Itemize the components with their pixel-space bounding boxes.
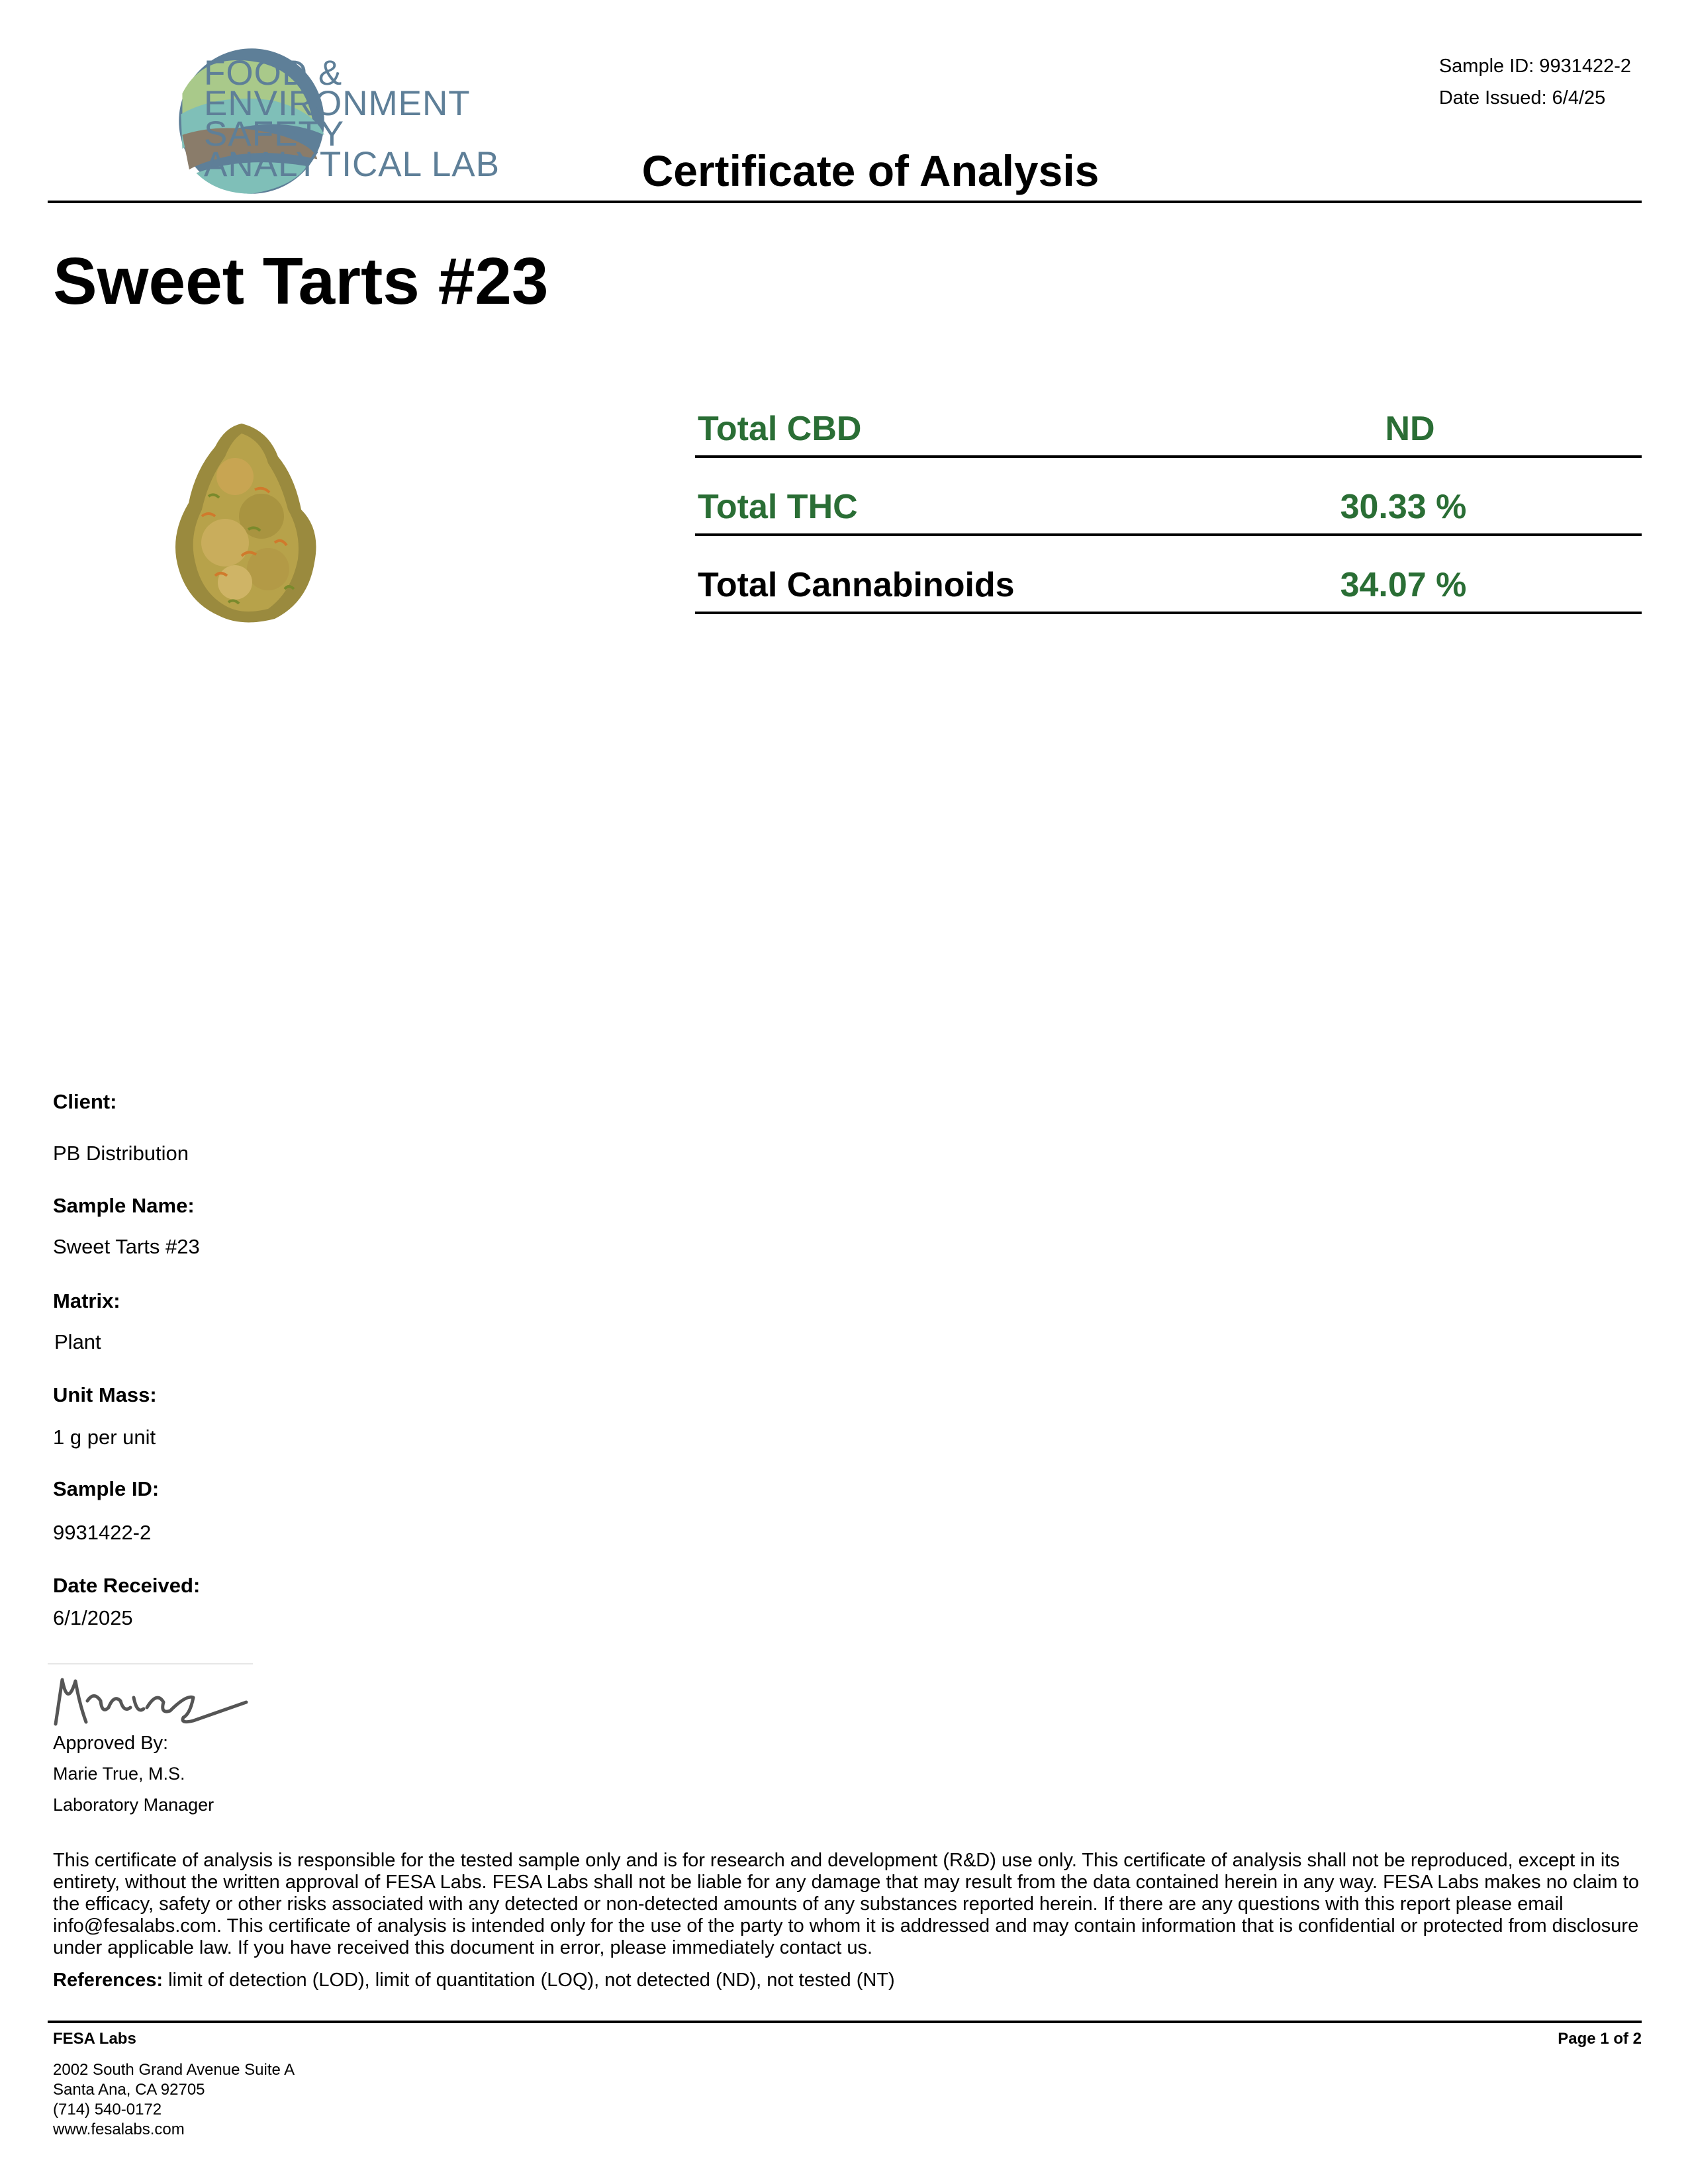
- header-date-issued: Date Issued: 6/4/25: [1438, 87, 1606, 109]
- field-value-unit-mass: 1 g per unit: [53, 1426, 156, 1449]
- potency-value: 34.07 %: [1340, 566, 1467, 604]
- header-divider: [48, 201, 1642, 203]
- potency-row-total-cannabinoids: [695, 533, 1642, 614]
- potency-label: Total CBD: [698, 410, 862, 448]
- potency-value: ND: [1385, 410, 1435, 448]
- field-label-sample-id: Sample ID:: [53, 1477, 160, 1500]
- approver-title: Laboratory Manager: [53, 1795, 214, 1815]
- field-value-sample-name: Sweet Tarts #23: [53, 1235, 200, 1258]
- logo-line: ENVIRONMENT: [204, 84, 471, 123]
- footer-address-line: Santa Ana, CA 92705: [53, 2081, 205, 2099]
- field-label-client: Client:: [53, 1090, 117, 1113]
- signature-icon: [48, 1661, 259, 1734]
- field-label-unit-mass: Unit Mass:: [53, 1383, 157, 1406]
- potency-row-total-thc: [695, 455, 1642, 536]
- footer-page-number: Page 1 of 2: [1558, 2030, 1642, 2048]
- field-label-date-received: Date Received:: [53, 1574, 201, 1597]
- approved-by-label: Approved By:: [53, 1733, 169, 1754]
- header-sample-id: Sample ID: 9931422-2: [1438, 56, 1631, 77]
- references: [53, 1970, 895, 1991]
- potency-label: Total Cannabinoids: [698, 566, 1015, 604]
- references-label: References:: [53, 1970, 164, 1991]
- field-value-client: PB Distribution: [53, 1142, 189, 1165]
- potency-label: Total THC: [698, 488, 858, 526]
- document-title: Certificate of Analysis: [641, 146, 1100, 195]
- footer-address: [53, 2060, 295, 2140]
- field-value-matrix: Plant: [54, 1330, 101, 1353]
- footer-divider: [48, 2021, 1642, 2023]
- approver-name: Marie True, M.S.: [53, 1764, 185, 1784]
- disclaimer-text: This certificate of analysis is responsible for the tested sample only and is for research and development (R&D) use only. This certificate of analysis shall not be reproduced, except in its entirety, without the written approval of FESA Labs. FESA Labs shall not be liable for any damage that may result from the data contained herein in any way. FESA Labs makes no claim to the efficacy, safety or other risks associated with any detected or non-detected amounts of any substances reported herein. If there are any questions with this report please email info@fesalabs.com. This certificate of analysis is intended only for the use of the party to whom it is addressed and may contain information that is confidential or protected from disclosure under applicable law. If you have received this document in error, please immediately contact us.: [53, 1850, 1639, 1958]
- logo-line: SAFETY: [204, 114, 345, 154]
- field-value-date-received: 6/1/2025: [53, 1606, 133, 1629]
- field-label-matrix: Matrix:: [53, 1289, 120, 1312]
- header-meta: [1439, 50, 1631, 114]
- sample-title: Sweet Tarts #23: [53, 244, 549, 318]
- logo-line: ANALYTICAL LAB: [204, 145, 500, 184]
- references-text: limit of detection (LOD), limit of quantitation (LOQ), not detected (ND), not tested (NT): [163, 1970, 895, 1991]
- sample-photo: [162, 417, 334, 629]
- footer-lab-name: FESA Labs: [53, 2030, 136, 2048]
- potency-value: 30.33 %: [1340, 488, 1467, 526]
- logo-line: FOOD &: [204, 54, 343, 93]
- field-value-sample-id: 9931422-2: [53, 1521, 152, 1544]
- footer-address-line: (714) 540-0172: [53, 2101, 162, 2118]
- footer-website: www.fesalabs.com: [53, 2120, 185, 2138]
- potency-row-total-cbd: [695, 377, 1642, 458]
- footer-address-line: 2002 South Grand Avenue Suite A: [53, 2061, 295, 2079]
- field-label-sample-name: Sample Name:: [53, 1194, 195, 1217]
